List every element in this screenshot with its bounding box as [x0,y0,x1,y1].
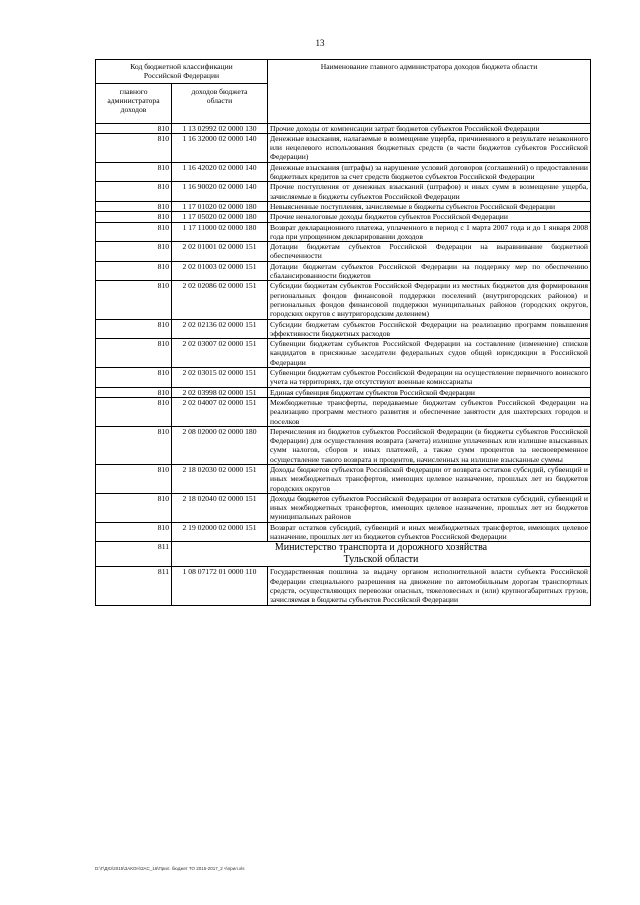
income-name-cell: Доходы бюджетов субъектов Российской Федерации от возврата остатков субсидий, субвенций и иных межбюджетных трансфертов, имеющих целевое назначение, прошлых лет из бюджетов муниципальных районов [268,493,591,522]
income-code-cell: 2 18 02040 02 0000 151 [172,493,268,522]
table-row [96,212,591,222]
admin-code-cell: 810 [96,319,172,339]
table-row [96,123,591,133]
income-code-cell: 1 17 11000 02 0000 180 [172,222,268,242]
header-row-1 [96,60,591,84]
admin-code-cell: 810 [96,162,172,182]
table-row [96,222,591,242]
admin-code-cell: 810 [96,242,172,262]
income-name-cell: Субвенции бюджетам субъектов Российской Федерации на составление (изменение) списков кандидатов в присяжные заседатели федеральных судов общей юрисдикции в Российской Федерации [268,339,591,368]
table-row [96,522,591,542]
table-row [96,464,591,493]
income-name-cell: Возврат остатков субсидий, субвенций и иных межбюджетных трансфертов, имеющих целевое назначение, прошлых лет из бюджетов субъектов Российской Федерации [268,522,591,542]
income-name-cell: Прочие доходы от компенсации затрат бюджетов субъектов Российской Федерации [268,123,591,133]
admin-code-cell: 811 [96,567,172,605]
table-row [96,133,591,162]
income-name-cell: Субсидии бюджетам субъектов Российской Федерации на реализацию программ повышения эффективности бюджетных расходов [268,319,591,339]
income-code-cell: 2 02 04007 02 0000 151 [172,397,268,426]
income-name-cell: Прочие неналоговые доходы бюджетов субъектов Российской Федерации [268,212,591,222]
admin-code-cell: 810 [96,212,172,222]
income-name-cell: Межбюджетные трансферты, передаваемые бюджетам субъектов Российской Федерации на реализацию программ местного развития и обеспечение занятости для шахтерских городов и поселков [268,397,591,426]
income-code-cell: 1 16 90020 02 0000 140 [172,182,268,202]
table-row [96,242,591,262]
income-name-cell: Субсидии бюджетам субъектов Российской Федерации из местных бюджетов для формирования региональных фондов финансовой поддержки поселений (внутригородских районов) и региональных фондов финансовой поддержки муниципальных районов (городских округов, городских округов с внутригородским делением) [268,281,591,319]
income-name-cell: Дотации бюджетам субъектов Российской Федерации на выравнивание бюджетной обеспеченности [268,242,591,262]
income-name-cell: Доходы бюджетов субъектов Российской Федерации от возврата остатков субсидий, субвенций и иных межбюджетных трансфертов, имеющих целевое назначение, прошлых лет из бюджетов городских округов [268,464,591,493]
table-row [96,567,591,605]
admin-code-cell: 810 [96,182,172,202]
income-code-cell: 2 02 02086 02 0000 151 [172,281,268,319]
table-row [96,368,591,388]
admin-code-cell: 810 [96,222,172,242]
income-name-cell: Прочие поступления от денежных взысканий (штрафов) и иных сумм в возмещение ущерба, зачисляемые в бюджеты субъектов Российской Федерации [268,182,591,202]
header-admin-code: главного администратора доходов [96,83,172,123]
table-row [96,182,591,202]
admin-code-cell: 810 [96,522,172,542]
admin-code-cell: 810 [96,261,172,281]
table-row [96,397,591,426]
ministry-name-line1: Министерство транспорта и дорожного хозяйства [274,542,488,554]
income-name-cell: Перечисления из бюджетов субъектов Российской Федерации (в бюджеты субъектов Российской Федерации) для осуществления возврата (зачета) излишне уплаченных или излишне взысканных сумм налогов, сборов и иных платежей, а также сумм процентов за несвоевременное осуществление такого возврата и процентов, начисленных на излишне взысканные суммы [268,426,591,464]
ministry-row [96,542,591,567]
income-code-cell: 1 17 01020 02 0000 180 [172,201,268,211]
page-number: 13 [315,38,325,48]
ministry-name-cell [172,542,591,567]
table-body [96,60,591,606]
table-row [96,201,591,211]
table-row [96,387,591,397]
income-name-cell: Денежные взыскания, налагаемые в возмещение ущерба, причиненного в результате незаконного или нецелевого использования бюджетных средств (в части бюджетов субъектов Российской Федерации) [268,133,591,162]
admin-code-cell: 810 [96,368,172,388]
header-code-group: Код бюджетной классификации Российской Федерации [96,60,268,84]
income-name-cell: Субвенции бюджетам субъектов Российской Федерации на осуществление первичного воинского учета на территориях, где отсутствуют военные комиссариаты [268,368,591,388]
income-code-cell: 1 17 05020 02 0000 180 [172,212,268,222]
income-code-cell: 2 19 02000 02 0000 151 [172,522,268,542]
income-code-cell: 2 02 02136 02 0000 151 [172,319,268,339]
admin-code-cell: 810 [96,123,172,133]
ministry-name-line2: Тульской области [343,554,419,566]
admin-code-cell: 810 [96,397,172,426]
table-row [96,426,591,464]
income-name-cell: Денежные взыскания (штрафы) за нарушение условий договоров (соглашений) о предоставлении бюджетных кредитов за счет средств бюджетов субъектов Российской Федерации [268,162,591,182]
header-income-code: доходов бюджета области [172,83,268,123]
income-name-cell: Единая субвенция бюджетам субъектов Российской Федерации [268,387,591,397]
file-path-footer: D:\Г\ДЮ\2015\ЗАКОН\ЗАС_16\Прил. бюджет ТО 2015-2017_2 ч\прил.xls [95,866,245,871]
table-row [96,493,591,522]
ministry-admin-code-cell: 811 [96,542,172,567]
income-name-cell: Государственная пошлина за выдачу органом исполнительной власти субъекта Российской Федерации специального разрешения на движение по автомобильным дорогам транспортных средств, осуществляющих перевозки опасных, тяжеловесных и (или) крупногабаритных грузов, зачисляемая в бюджеты субъектов Российской Федерации [268,567,591,605]
table-row [96,261,591,281]
admin-code-cell: 810 [96,339,172,368]
income-code-cell: 2 02 03015 02 0000 151 [172,368,268,388]
income-code-cell: 2 18 02030 02 0000 151 [172,464,268,493]
admin-code-cell: 810 [96,493,172,522]
income-code-cell: 2 02 03007 02 0000 151 [172,339,268,368]
income-code-cell: 1 16 32000 02 0000 140 [172,133,268,162]
income-code-cell: 2 02 01001 02 0000 151 [172,242,268,262]
income-code-cell: 1 13 02992 02 0000 130 [172,123,268,133]
income-name-cell: Возврат декларационного платежа, уплаченного в период с 1 марта 2007 года и до 1 января 2008 года при упрощенном декларировании доходов [268,222,591,242]
table-row [96,162,591,182]
table-row [96,281,591,319]
admin-code-cell: 810 [96,387,172,397]
income-code-cell: 2 08 02000 02 0000 180 [172,426,268,464]
header-admin-name: Наименование главного администратора доходов бюджета области [268,60,591,124]
admin-code-cell: 810 [96,281,172,319]
income-admin-table [95,59,591,606]
admin-code-cell: 810 [96,201,172,211]
income-code-cell: 1 16 42020 02 0000 140 [172,162,268,182]
income-name-cell: Невыясненные поступления, зачисляемые в бюджеты субъектов Российской Федерации [268,201,591,211]
income-name-cell: Дотации бюджетам субъектов Российской Федерации на поддержку мер по обеспечению сбалансированности бюджетов [268,261,591,281]
admin-code-cell: 810 [96,426,172,464]
admin-code-cell: 810 [96,133,172,162]
income-code-cell: 2 02 03998 02 0000 151 [172,387,268,397]
table-row [96,339,591,368]
income-code-cell: 2 02 01003 02 0000 151 [172,261,268,281]
admin-code-cell: 810 [96,464,172,493]
income-code-cell: 1 08 07172 01 0000 110 [172,567,268,605]
table-row [96,319,591,339]
